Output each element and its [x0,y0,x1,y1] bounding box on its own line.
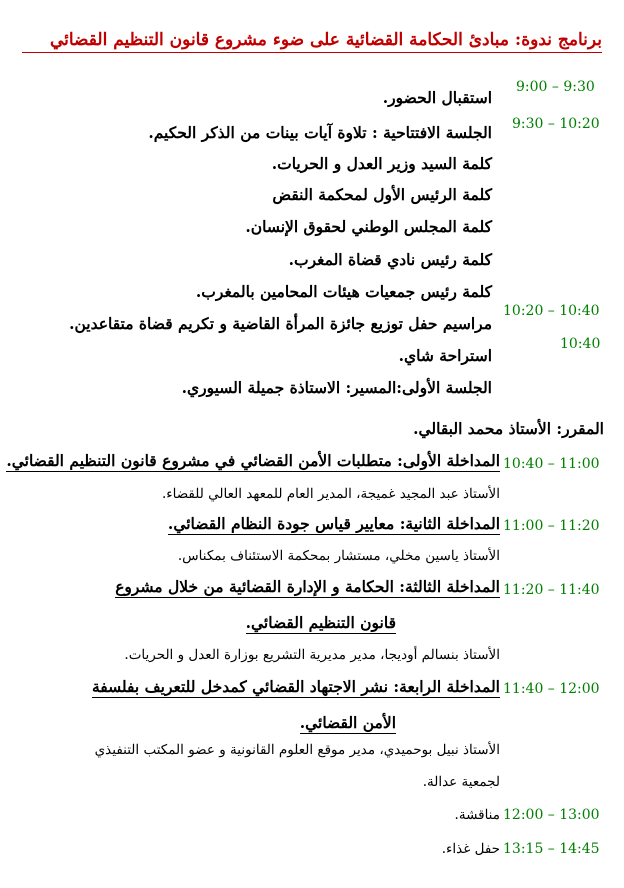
time-slot: 11:40 – 12:00 [503,681,600,697]
time-slot: 13:15 – 14:45 [503,841,600,857]
agenda-item: الجلسة الافتتاحية : تلاوة آيات بينات من الذكر الحكيم. [148,123,492,142]
time-slot: 11:20 – 11:40 [503,582,600,598]
speaker: الأستاذ ياسين مخلي، مستشار بمحكمة الاستئناف بمكناس. [177,548,500,564]
time-slot: 12:00 – 13:00 [503,807,600,823]
time-slot: 9:30 – 10:20 [512,116,600,132]
agenda-item: استراحة شاي. [398,346,492,365]
agenda-item: كلمة الرئيس الأول لمحكمة النقض [272,185,492,204]
session-chair: الجلسة الأولى:المسير: الاستاذة جميلة السيوري. [181,378,492,397]
intervention-title-cont: قانون التنظيم القضائي. [245,613,396,632]
agenda-item: حفل غذاء. [441,841,500,857]
agenda-item: كلمة رئيس جمعيات هيئات المحامين بالمغرب. [195,282,492,301]
speaker: الأستاذ نبيل بوحميدي، مدير موقع العلوم القانونية و عضو المكتب التنفيذي [94,742,500,758]
session-rapporteur: المقرر: الأستاذ محمد البقالي. [413,419,604,438]
agenda-item: مناقشة. [454,807,500,823]
speaker: الأستاذ بنسالم أوديجا، مدير مديرية التشريع بوزارة العدل و الحريات. [124,647,500,663]
intervention-title: المداخلة الثالثة: الحكامة و الإدارة القضائية من خلال مشروع [115,577,500,596]
time-slot: 10:40 – 11:00 [503,456,600,472]
agenda-item: كلمة السيد وزير العدل و الحريات. [271,154,492,173]
time-slot: 11:00 – 11:20 [503,518,600,534]
agenda-item: كلمة المجلس الوطني لحقوق الإنسان. [245,217,492,236]
agenda-item: كلمة رئيس نادي قضاة المغرب. [288,250,492,269]
intervention-title: المداخلة الثانية: معايير قياس جودة النظام القضائي. [167,514,500,533]
agenda-item: مراسيم حفل توزيع جائزة المرأة القاضية و تكريم قضاة متقاعدين. [69,314,492,333]
time-slot: 9:00 – 9:30 [516,79,595,95]
speaker: الأستاذ عبد المجيد غميجة، المدير العام للمعهد العالي للقضاء. [161,486,500,502]
time-slot: 10:40 [560,336,601,352]
intervention-title: المداخلة الأولى: متطلبات الأمن القضائي في مشروع قانون التنظيم القضائي. [6,451,500,470]
intervention-title-cont: الأمن القضائي. [299,713,396,732]
intervention-title: المداخلة الرابعة: نشر الاجتهاد القضائي كمدخل للتعريف بفلسفة [91,677,500,696]
time-slot: 10:20 – 10:40 [503,303,600,319]
agenda-item: استقبال الحضور. [382,88,492,107]
program-title: برنامج ندوة: مبادئ الحكامة القضائية على ضوء مشروع قانون التنظيم القضائي [22,30,602,53]
speaker-cont: لجمعية عدالة. [422,774,500,790]
